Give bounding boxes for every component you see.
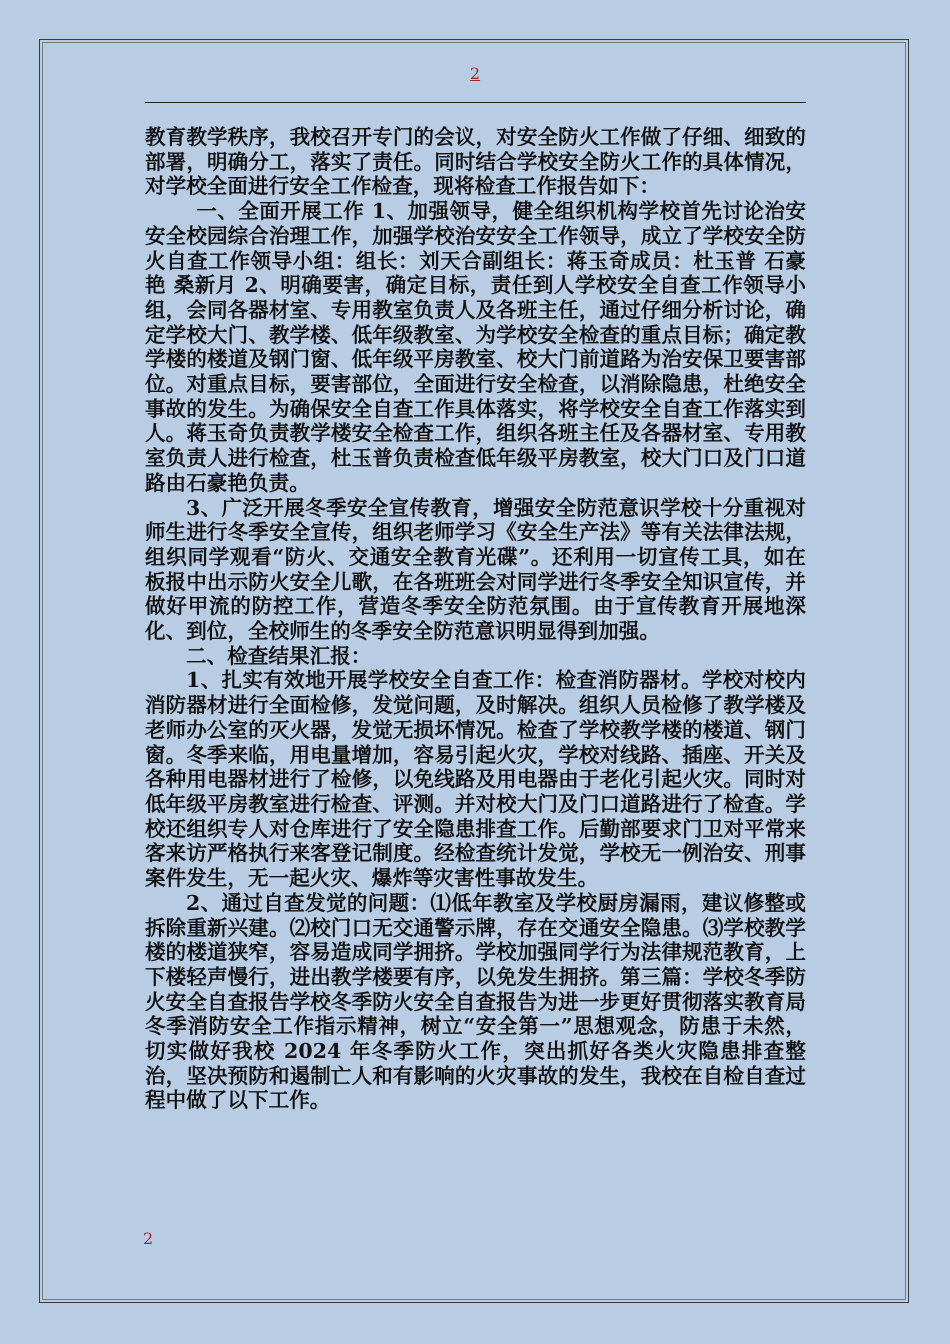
header-page-number: 2 [469, 64, 481, 83]
paragraph: 一、全面开展工作 1、加强领导，健全组织机构学校首先讨论治安安全校园综合治理工作，加强学校治安安全工作领导，成立了学校安全防火自查工作领导小组：组长：刘天合副组长：蒋玉奇成员：杜玉普 石豪艳 桑新月 2、明确要害，确定目标，责任到人学校安全自查工作领导小组，会同各器材室、专用教室负责人及各班主任，通过仔细分析讨论，确定学校大门、教学楼、低年级教室、为学校安全检查的重点目标；确定教学楼的楼道及钢门窗、低年级平房教室、校大门前道路为治安保卫要害部位。对重点目标，要害部位，全面进行安全检查，以消除隐患，杜绝安全事故的发生。为确保安全自查工作具体落实，将学校安全自查工作落实到人。蒋玉奇负责教学楼安全检查工作，组织各班主任及各器材室、专用教室负责人进行检查，杜玉普负责检查低年级平房教室，校大门口及门口道路由石豪艳负责。 [145, 199, 806, 495]
paragraph: 教育教学秩序，我校召开专门的会议，对安全防火工作做了仔细、细致的部署，明确分工，落实了责任。同时结合学校安全防火工作的具体情况，对学校全面进行安全工作检查，现将检查工作报告如下： [145, 125, 806, 199]
paragraph: 2、通过自查发觉的问题：⑴低年教室及学校厨房漏雨，建议修整或拆除重新兴建。⑵校门口无交通警示牌，存在交通安全隐患。⑶学校教学楼的楼道狭窄，容易造成同学拥挤。学校加强同学行为法律规范教育，上下楼轻声慢行，进出教学楼要有序，以免发生拥挤。第三篇：学校冬季防火安全自查报告学校冬季防火安全自查报告为进一步更好贯彻落实教育局冬季消防安全工作指示精神，树立“安全第一”思想观念，防患于未然，切实做好我校 2024 年冬季防火工作，突出抓好各类火灾隐患排查整治，坚决预防和遏制亡人和有影响的火灾事故的发生，我校在自检自查过程中做了以下工作。 [145, 890, 806, 1113]
footer-page-number: 2 [143, 1229, 154, 1248]
document-body [145, 125, 806, 1113]
paragraph: 1、扎实有效地开展学校安全自查工作：检查消防器材。学校对校内消防器材进行全面检修，发觉问题，及时解决。组织人员检修了教学楼及老师办公室的灭火器，发觉无损坏情况。检查了学校教学楼的楼道、钢门窗。冬季来临，用电量增加，容易引起火灾，学校对线路、插座、开关及各种用电器材进行了检修，以免线路及用电器由于老化引起火灾。同时对低年级平房教室进行检查、评测。并对校大门及门口道路进行了检查。学校还组织专人对仓库进行了安全隐患排查工作。后勤部要求门卫对平常来客来访严格执行来客登记制度。经检查统计发觉，学校无一例治安、刑事案件发生，无一起火灾、爆炸等灾害性事故发生。 [145, 668, 806, 891]
header-divider [145, 102, 806, 103]
section-heading: 二、检查结果汇报： [186, 643, 372, 668]
paragraph: 3、广泛开展冬季安全宣传教育，增强安全防范意识学校十分重视对师生进行冬季安全宣传，组织老师学习《安全生产法》等有关法律法规，组织同学观看“防火、交通安全教育光碟”。还利用一切宣传工具，如在板报中出示防火安全儿歌，在各班班会对同学进行冬季安全知识宣传，并做好甲流的防控工作，营造冬季安全防范氛围。由于宣传教育开展地深化、到位，全校师生的冬季安全防范意识明显得到加强。 [145, 495, 806, 644]
